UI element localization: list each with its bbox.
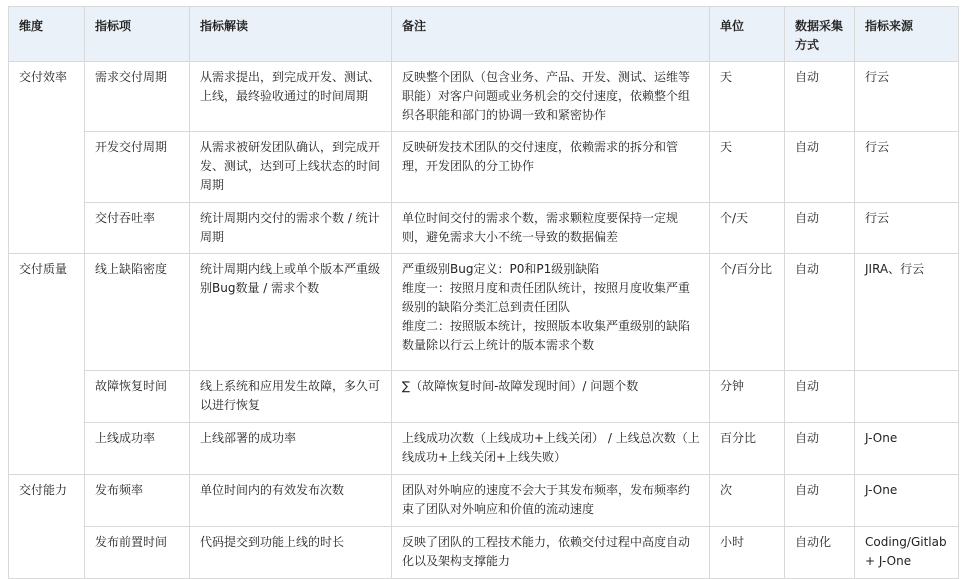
note-cell: 单位时间交付的需求个数，需求颗粒度要保持一定规则，避免需求大小不统一导致的数据偏差: [392, 203, 710, 254]
unit-cell: 百分比: [710, 423, 785, 475]
item-cell: 开发交付周期: [85, 132, 190, 203]
table-row: [9, 203, 959, 254]
header-unit: 单位: [710, 7, 785, 62]
item-cell: 发布前置时间: [85, 527, 190, 579]
header-dimension: 维度: [9, 7, 85, 62]
note-cell: 上线成功次数（上线成功+上线关闭） / 上线总次数（上线成功+上线关闭+上线失败）: [392, 423, 710, 475]
dimension-cell: 交付能力: [9, 475, 85, 579]
unit-cell: 分钟: [710, 371, 785, 423]
description-cell: 从需求提出，到完成开发、测试、上线，最终验收通过的时间周期: [190, 62, 392, 132]
source-cell: 行云: [855, 132, 959, 203]
table-row: [9, 527, 959, 579]
item-cell: 发布频率: [85, 475, 190, 527]
description-cell: 线上系统和应用发生故障，多久可以进行恢复: [190, 371, 392, 423]
table-row: [9, 254, 959, 371]
collection-method-cell: 自动: [785, 371, 855, 423]
header-item: 指标项: [85, 7, 190, 62]
metrics-table: [8, 6, 959, 579]
description-cell: 上线部署的成功率: [190, 423, 392, 475]
dimension-cell: 交付质量: [9, 254, 85, 475]
unit-cell: 个/天: [710, 203, 785, 254]
dimension-cell: 交付效率: [9, 62, 85, 254]
table-row: [9, 475, 959, 527]
collection-method-cell: 自动: [785, 475, 855, 527]
header-description: 指标解读: [190, 7, 392, 62]
item-cell: 需求交付周期: [85, 62, 190, 132]
item-cell: 故障恢复时间: [85, 371, 190, 423]
unit-cell: 次: [710, 475, 785, 527]
collection-method-cell: 自动化: [785, 527, 855, 579]
item-cell: 上线成功率: [85, 423, 190, 475]
description-cell: 代码提交到功能上线的时长: [190, 527, 392, 579]
item-cell: 线上缺陷密度: [85, 254, 190, 371]
table-row: [9, 62, 959, 132]
table-row: [9, 423, 959, 475]
metrics-table-wrapper: [8, 6, 959, 579]
collection-method-cell: 自动: [785, 254, 855, 371]
collection-method-cell: 自动: [785, 132, 855, 203]
note-cell: 严重级别Bug定义：P0和P1级别缺陷 维度一：按照月度和责任团队统计，按照月度收集严重级别的缺陷分类汇总到责任团队 维度二：按照版本统计，按照版本收集严重级别的缺陷数量除以行云上统计的版本需求个数: [392, 254, 710, 371]
unit-cell: 个/百分比: [710, 254, 785, 371]
header-note: 备注: [392, 7, 710, 62]
source-cell: 行云: [855, 62, 959, 132]
table-row: [9, 132, 959, 203]
source-cell: J-One: [855, 475, 959, 527]
source-cell: Coding/Gitlab + J-One: [855, 527, 959, 579]
source-cell: JIRA、行云: [855, 254, 959, 371]
collection-method-cell: 自动: [785, 423, 855, 475]
item-cell: 交付吞吐率: [85, 203, 190, 254]
header-source: 指标来源: [855, 7, 959, 62]
note-cell: 反映整个团队（包含业务、产品、开发、测试、运维等职能）对客户问题或业务机会的交付速度，依赖整个组织各职能和部门的协调一致和紧密协作: [392, 62, 710, 132]
note-cell: 反映研发技术团队的交付速度，依赖需求的拆分和管理，开发团队的分工协作: [392, 132, 710, 203]
table-header-row: [9, 7, 959, 62]
table-body: [9, 62, 959, 579]
collection-method-cell: 自动: [785, 203, 855, 254]
unit-cell: 小时: [710, 527, 785, 579]
description-cell: 统计周期内交付的需求个数 / 统计周期: [190, 203, 392, 254]
unit-cell: 天: [710, 132, 785, 203]
collection-method-cell: 自动: [785, 62, 855, 132]
header-collection-method: 数据采集方式: [785, 7, 855, 62]
table-row: [9, 371, 959, 423]
description-cell: 从需求被研发团队确认，到完成开发、测试，达到可上线状态的时间周期: [190, 132, 392, 203]
source-cell: 行云: [855, 203, 959, 254]
source-cell: J-One: [855, 423, 959, 475]
description-cell: 单位时间内的有效发布次数: [190, 475, 392, 527]
note-cell: 反映了团队的工程技术能力，依赖交付过程中高度自动化以及架构支撑能力: [392, 527, 710, 579]
note-cell: 团队对外响应的速度不会大于其发布频率，发布频率约束了团队对外响应和价值的流动速度: [392, 475, 710, 527]
note-cell: ∑（故障恢复时间-故障发现时间）/ 问题个数: [392, 371, 710, 423]
source-cell: [855, 371, 959, 423]
unit-cell: 天: [710, 62, 785, 132]
description-cell: 统计周期内线上或单个版本严重级别Bug数量 / 需求个数: [190, 254, 392, 371]
